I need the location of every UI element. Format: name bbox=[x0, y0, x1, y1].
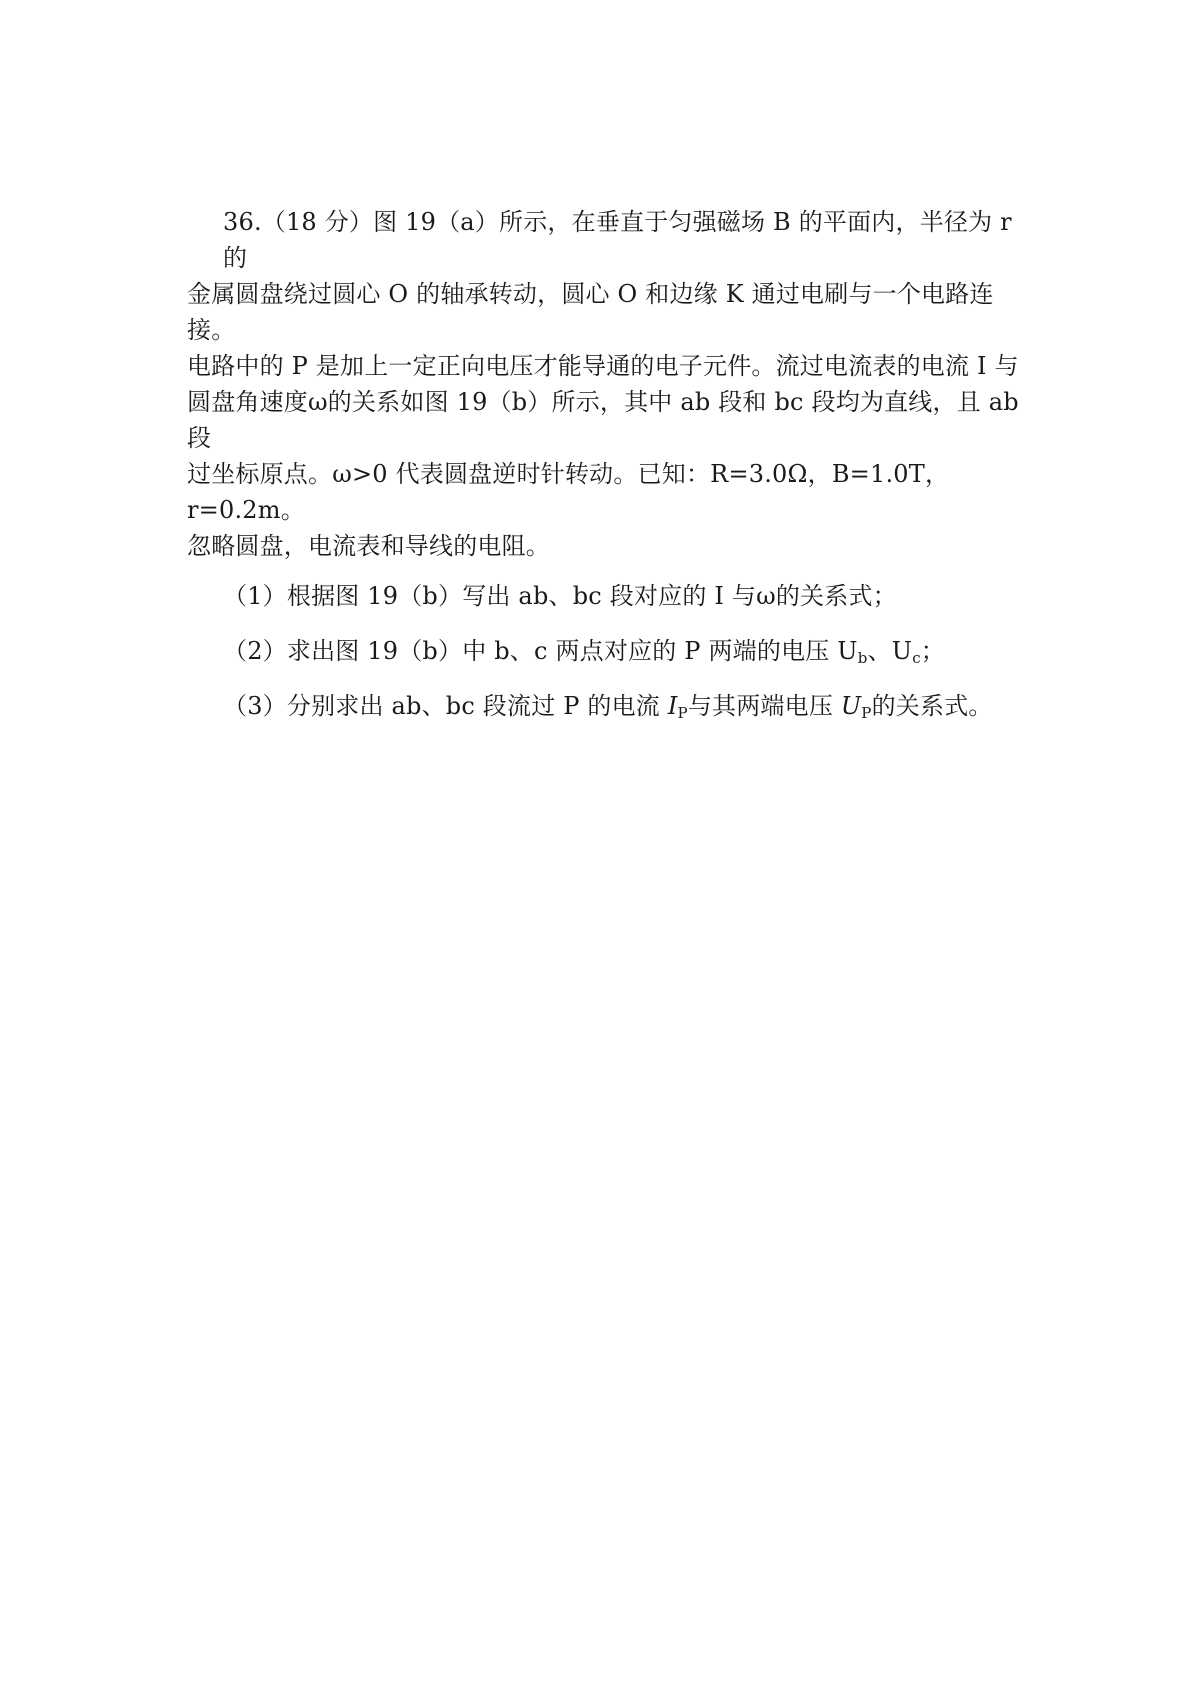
subscript-c: c bbox=[912, 649, 921, 667]
sub-question-3-suffix: 的关系式。 bbox=[871, 692, 993, 720]
sub-question-2-suffix: ； bbox=[920, 637, 945, 665]
statement-line-1: 36.（18 分）图 19（a）所示，在垂直于匀强磁场 B 的平面内，半径为 r 的 bbox=[223, 208, 1012, 272]
subscript-p-voltage: P bbox=[861, 704, 872, 722]
sub-question-2 bbox=[187, 633, 1027, 669]
sub-question-3-mid: 与其两端电压 bbox=[687, 692, 841, 720]
sub-question-2-mid: 、U bbox=[867, 637, 913, 665]
sub-question-3 bbox=[187, 688, 1027, 724]
statement-line-2: 金属圆盘绕过圆心 O 的轴承转动，圆心 O 和边缘 K 通过电刷与一个电路连接。 bbox=[187, 280, 994, 344]
sub-question-2-prefix: （2）求出图 19（b）中 b、c 两点对应的 P 两端的电压 U bbox=[223, 637, 858, 665]
sub-question-1-text: （1）根据图 19（b）写出 ab、bc 段对应的 I 与ω的关系式； bbox=[223, 582, 897, 610]
sub-question-3-prefix: （3）分别求出 ab、bc 段流过 P 的电流 bbox=[223, 692, 668, 720]
problem-statement bbox=[187, 204, 1027, 564]
var-voltage: U bbox=[840, 692, 862, 720]
subscript-b: b bbox=[857, 649, 868, 667]
sub-question-1 bbox=[187, 578, 1027, 614]
statement-line-6: 忽略圆盘，电流表和导线的电阻。 bbox=[187, 532, 550, 560]
var-current: I bbox=[667, 692, 678, 720]
sub-questions bbox=[187, 578, 1027, 724]
statement-line-3: 电路中的 P 是加上一定正向电压才能导通的电子元件。流过电流表的电流 I 与 bbox=[187, 352, 1019, 380]
problem-36 bbox=[187, 204, 1027, 743]
subscript-p-current: P bbox=[677, 704, 688, 722]
statement-line-5: 过坐标原点。ω>0 代表圆盘逆时针转动。已知：R=3.0Ω，B=1.0T，r=0.2m。 bbox=[187, 460, 950, 524]
statement-line-4: 圆盘角速度ω的关系如图 19（b）所示，其中 ab 段和 bc 段均为直线，且 ab 段 bbox=[187, 388, 1019, 452]
